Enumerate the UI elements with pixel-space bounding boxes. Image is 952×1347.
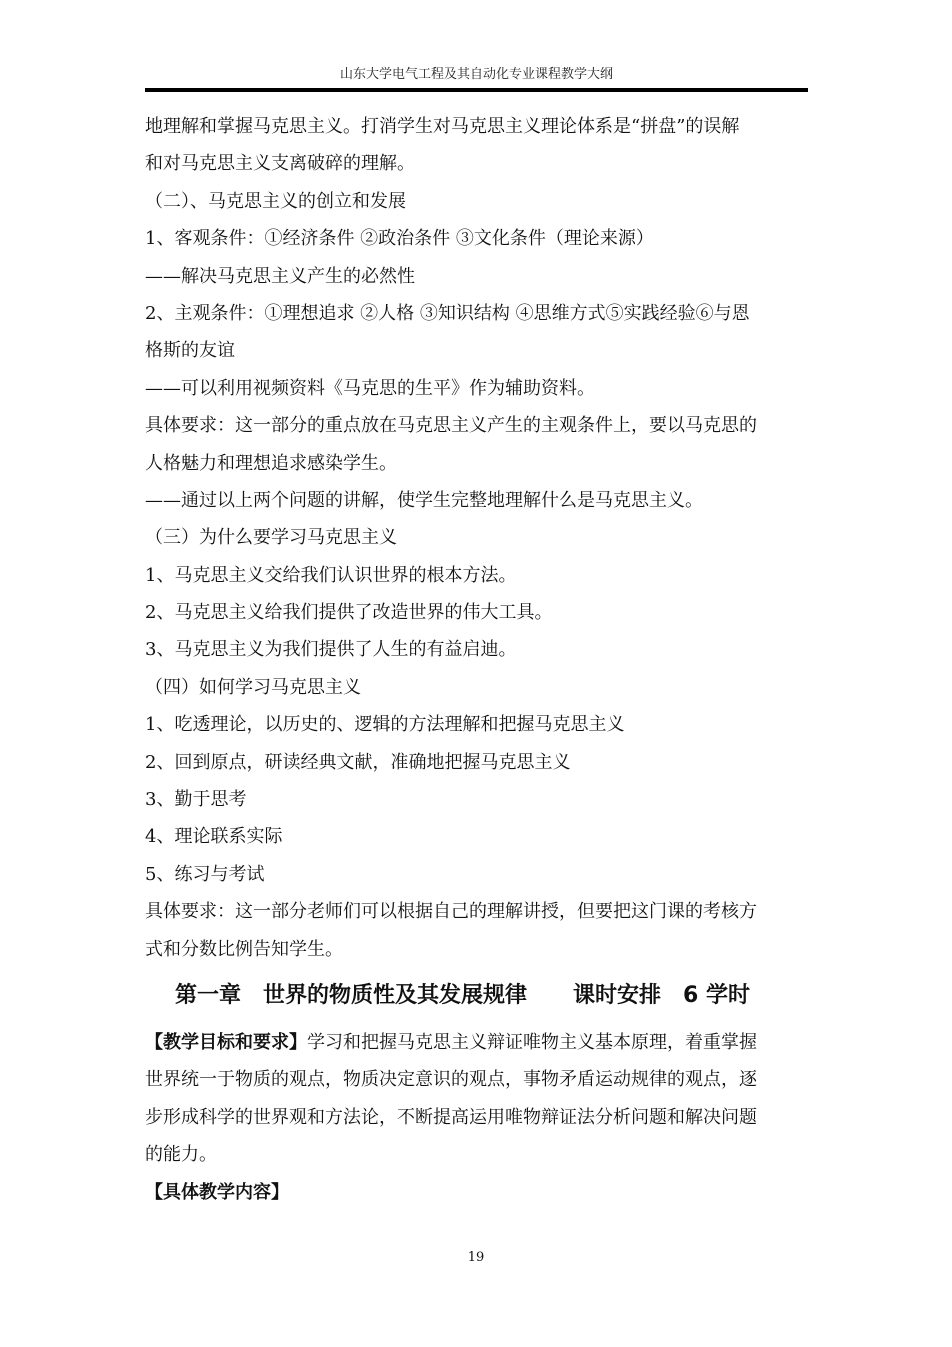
body-line: 具体要求：这一部分的重点放在马克思主义产生的主观条件上，要以马克思的	[145, 415, 757, 437]
objectives-line	[145, 1024, 805, 1061]
section-heading: （二）、马克思主义的创立和发展	[145, 190, 406, 212]
chapter-heading	[145, 968, 805, 1024]
body-line: 式和分数比例告知学生。	[145, 938, 343, 960]
list-item: 2、回到原点，研读经典文献，准确地把握马克思主义	[145, 751, 571, 773]
body-line: 2、主观条件：①理想追求 ②人格 ③知识结构 ④思维方式⑤实践经验⑥与恩	[145, 302, 750, 324]
body-line: ——通过以上两个问题的讲解，使学生完整地理解什么是马克思主义。	[145, 489, 703, 511]
list-item: 1、吃透理论，以历史的、逻辑的方法理解和把握马克思主义	[145, 714, 625, 736]
list-item: 5、练习与考试	[145, 863, 265, 885]
body-line: ——解决马克思主义产生的必然性	[145, 265, 415, 287]
running-header: 山东大学电气工程及其自动化专业课程教学大纲	[339, 67, 613, 82]
list-item: 3、勤于思考	[145, 789, 247, 811]
list-item: 1、马克思主义交给我们认识世界的根本方法。	[145, 564, 517, 586]
header-rule	[145, 88, 808, 92]
section-heading: （四）如何学习马克思主义	[145, 676, 361, 698]
list-item: 3、马克思主义为我们提供了人生的有益启迪。	[145, 639, 517, 661]
list-item: 2、马克思主义给我们提供了改造世界的伟大工具。	[145, 602, 553, 624]
objectives-text: 学习和把握马克思主义辩证唯物主义基本原理，着重掌握	[307, 1031, 757, 1053]
body-line: 和对马克思主义支离破碎的理解。	[145, 153, 415, 175]
chapter-title: 第一章 世界的物质性及其发展规律	[175, 982, 528, 1008]
page-number: 19	[467, 1250, 485, 1265]
body-line: 人格魅力和理想追求感染学生。	[145, 452, 397, 474]
body-line: 地理解和掌握马克思主义。打消学生对马克思主义理论体系是“拼盘”的误解	[145, 116, 740, 137]
body-line: 具体要求：这一部分老师们可以根据自己的理解讲授，但要把这门课的考核方	[145, 901, 757, 923]
body-line: 的能力。	[145, 1144, 217, 1166]
chapter-schedule: 课时安排 6 学时	[572, 982, 750, 1008]
body-line: ——可以利用视频资料《马克思的生平》作为辅助资料。	[145, 377, 595, 399]
body-line: 世界统一于物质的观点，物质决定意识的观点，事物矛盾运动规律的观点，逐	[145, 1069, 757, 1091]
content-heading: 【具体教学内容】	[145, 1181, 289, 1203]
objectives-label: 【教学目标和要求】	[145, 1031, 307, 1053]
body-line: 1、客观条件：①经济条件 ②政治条件 ③文化条件（理论来源）	[145, 228, 654, 250]
body-line: 步形成科学的世界观和方法论，不断提高运用唯物辩证法分析问题和解决问题	[145, 1106, 757, 1128]
list-item: 4、理论联系实际	[145, 826, 283, 848]
section-heading: （三）为什么要学习马克思主义	[145, 527, 397, 549]
body-line: 格斯的友谊	[145, 340, 235, 362]
page-body	[145, 108, 805, 1211]
